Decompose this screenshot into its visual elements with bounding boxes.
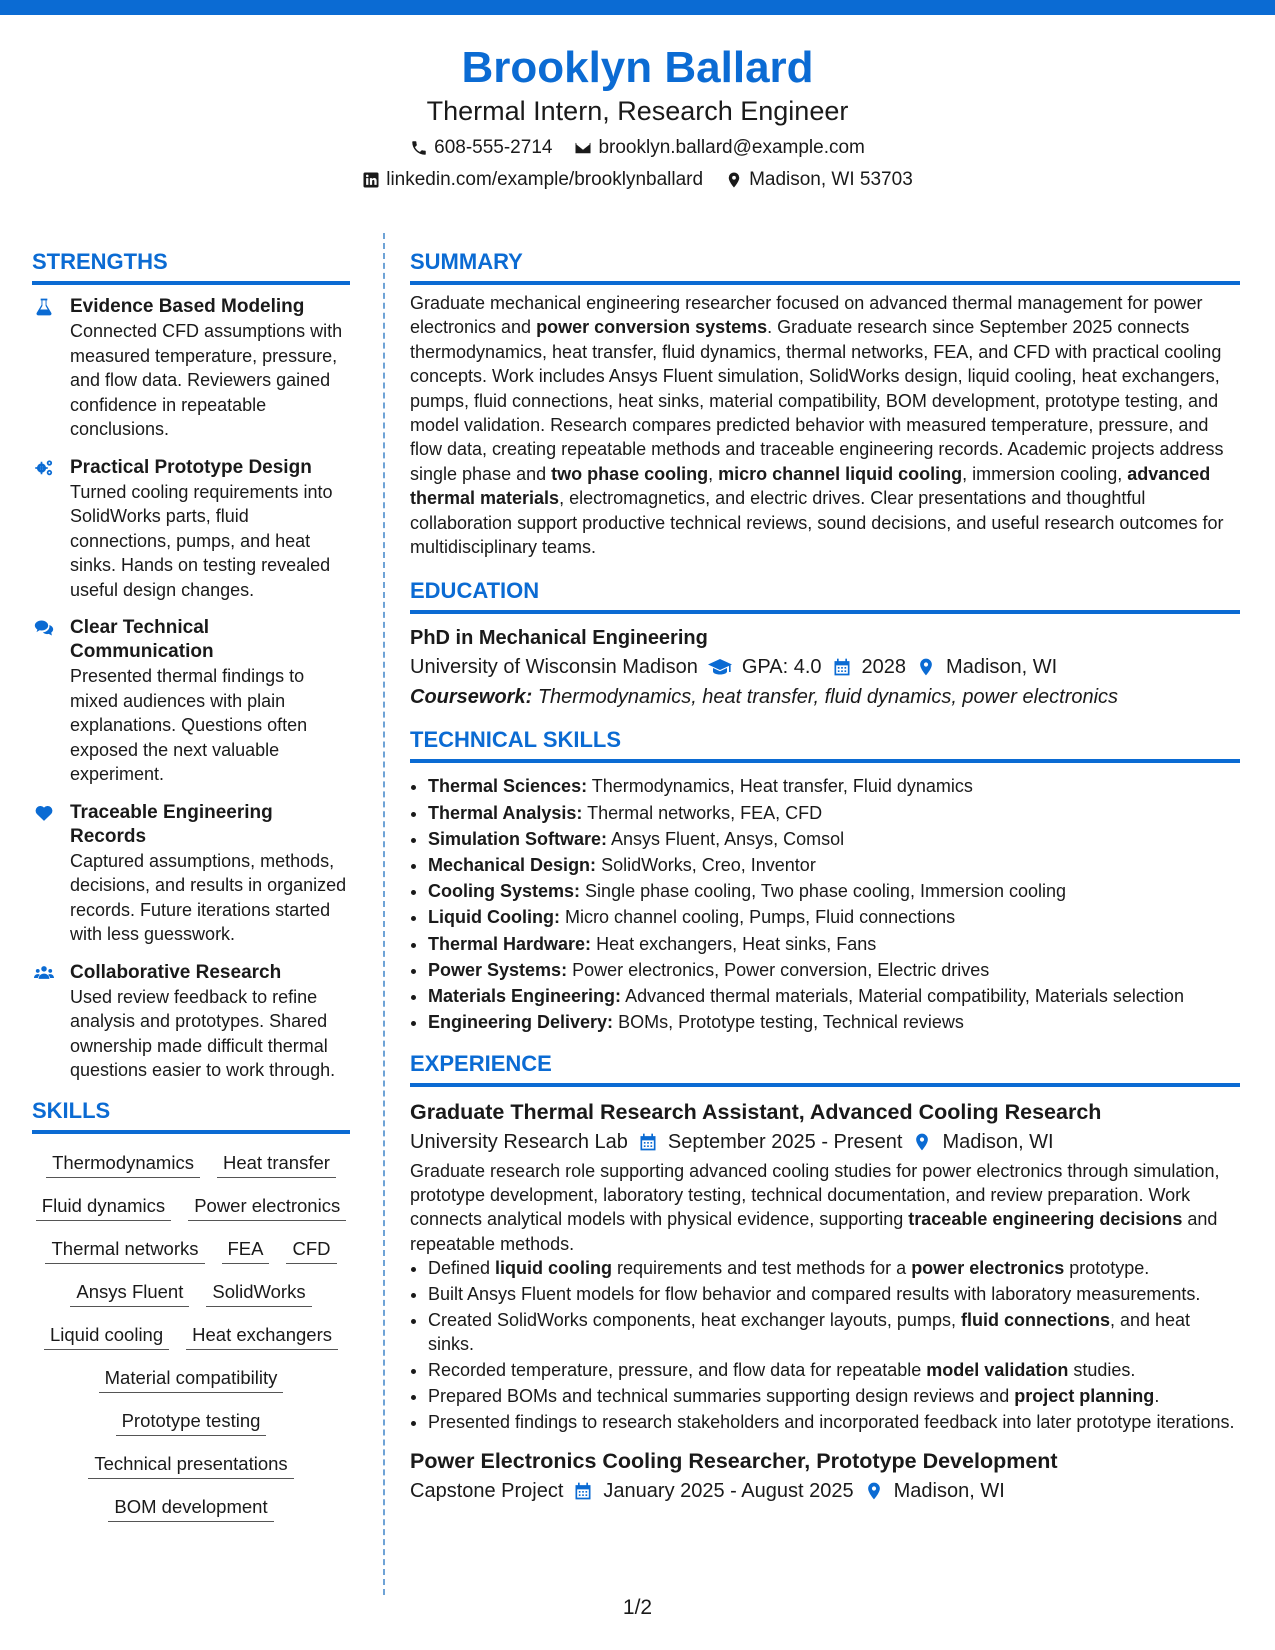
text-segment: . Graduate research since September 2025 connects thermodynamics, heat transfer, fluid dynamics, thermal networks, FEA, and CFD with practical cooling concepts. Work includes Ansys Fluent simulation, SolidWorks design, liquid cooling, heat exchangers, pumps, fluid connections, heat sinks, material compatibility, BOM development, prototype testing, and model validation. Research compares predicted behavior with measured temperature, pressure, and flow data, creating repeatable methods and traceable engineering records. Academic projects address single phase and xyxy=(410,317,1224,484)
strength-title: Practical Prototype Design xyxy=(70,456,312,478)
map-pin-icon xyxy=(912,1132,932,1152)
comments-icon xyxy=(34,618,54,638)
text-segment: Graduate research role supporting advanced cooling studies for power electronics through simulation, prototype development, laboratory testing, technical documentation, and review preparation. Work connects analytical models with physical evidence, supporting xyxy=(410,1160,1220,1230)
skill-values: SolidWorks, Creo, Inventor xyxy=(601,855,816,876)
skills-tag-list xyxy=(32,1150,350,1522)
skill-category: Mechanical Design: xyxy=(428,855,597,876)
technical-skill-item xyxy=(428,904,1240,930)
skill-values: Ansys Fluent, Ansys, Comsol xyxy=(611,828,845,849)
job-bullets xyxy=(410,1256,1240,1434)
job-info xyxy=(410,1476,1240,1506)
skill-tag: Ansys Fluent xyxy=(70,1279,189,1307)
technical-skill-item xyxy=(428,931,1240,957)
summary-heading: SUMMARY xyxy=(410,248,1240,285)
users-icon xyxy=(34,963,54,983)
strengths-heading: STRENGTHS xyxy=(32,248,350,285)
strength-description: Used review feedback to refine analysis and prototypes. Shared ownership made difficult thermal questions easier to work through. xyxy=(70,986,336,1080)
skill-category: Thermal Analysis: xyxy=(428,802,583,823)
experience-entry xyxy=(410,1097,1240,1435)
technical-skills-section xyxy=(410,726,1240,1035)
candidate-name: Brooklyn Ballard xyxy=(461,43,814,92)
summary-section xyxy=(410,248,1240,559)
skill-tag: BOM development xyxy=(108,1494,273,1522)
contact-row-1 xyxy=(0,136,1275,160)
skill-category: Power Systems: xyxy=(428,959,568,980)
bold-text: traceable engineering decisions xyxy=(908,1209,1183,1230)
bold-text: micro channel liquid cooling xyxy=(718,463,963,484)
technical-skill-item xyxy=(428,800,1240,826)
skill-tag: Fluid dynamics xyxy=(36,1193,171,1221)
flask-icon xyxy=(34,297,54,317)
skill-row xyxy=(32,1279,350,1307)
linkedin-url[interactable]: linkedin.com/example/brooklynballard xyxy=(386,169,704,190)
text-segment: studies. xyxy=(1068,1360,1136,1381)
gpa: GPA: 4.0 xyxy=(741,656,822,679)
right-column xyxy=(410,248,1240,1524)
email-address[interactable]: brooklyn.ballard@example.com xyxy=(598,137,865,158)
job-bullet xyxy=(428,1384,1240,1408)
skill-tag: Thermodynamics xyxy=(46,1150,200,1178)
technical-skill-item xyxy=(428,983,1240,1009)
job-bullet xyxy=(428,1358,1240,1382)
calendar-icon xyxy=(638,1132,658,1152)
experience-entry xyxy=(410,1446,1240,1506)
skill-category: Simulation Software: xyxy=(428,828,608,849)
envelope-icon xyxy=(574,139,592,157)
skill-values: Power electronics, Power conversion, Electric drives xyxy=(572,959,990,980)
strength-description: Captured assumptions, methods, decisions, and results in organized records. Future iterations started with less guesswork. xyxy=(70,850,347,944)
job-bullet xyxy=(428,1256,1240,1280)
skills-section xyxy=(32,1097,350,1522)
skill-tag: Power electronics xyxy=(188,1193,346,1221)
technical-skill-item xyxy=(428,1009,1240,1035)
skill-tag: Prototype testing xyxy=(116,1408,267,1436)
skill-values: BOMs, Prototype testing, Technical reviews xyxy=(618,1012,964,1033)
education-heading: EDUCATION xyxy=(410,577,1240,614)
technical-skill-item xyxy=(428,773,1240,799)
job-bullet xyxy=(428,1308,1240,1357)
skill-category: Cooling Systems: xyxy=(428,881,581,902)
skill-row xyxy=(32,1494,350,1522)
job-bullet xyxy=(428,1410,1240,1434)
bold-text: two phase cooling xyxy=(551,463,709,484)
skill-row xyxy=(32,1236,350,1264)
skill-values: Thermal networks, FEA, CFD xyxy=(587,802,823,823)
strength-title: Clear Technical Communication xyxy=(70,617,214,662)
bold-text: liquid cooling xyxy=(495,1258,613,1279)
job-organization: Capstone Project xyxy=(410,1480,564,1503)
degree-title: PhD in Mechanical Engineering xyxy=(410,627,708,650)
text-segment: , immersion cooling, xyxy=(962,463,1128,484)
strengths-section xyxy=(32,248,350,1083)
top-accent-bar xyxy=(0,0,1275,15)
column-divider xyxy=(383,233,385,1595)
gears-icon xyxy=(34,458,54,478)
page-number: 1/2 xyxy=(622,1596,653,1619)
text-segment: Defined xyxy=(428,1258,496,1279)
candidate-title: Thermal Intern, Research Engineer xyxy=(426,96,849,126)
text-segment: , electromagnetics, and electric drives. Clear presentations and thoughtful collaboration support productive technical reviews, sound decisions, and useful research outcomes for multidisciplinary teams. xyxy=(410,488,1224,558)
phone-number[interactable]: 608-555-2714 xyxy=(434,137,553,158)
technical-skill-item xyxy=(428,826,1240,852)
skill-category: Materials Engineering: xyxy=(428,986,622,1007)
skill-tag: Liquid cooling xyxy=(44,1322,169,1350)
technical-skills-list xyxy=(410,773,1240,1035)
skill-tag: Heat transfer xyxy=(217,1150,336,1178)
skill-tag: Material compatibility xyxy=(99,1365,284,1393)
coursework xyxy=(410,682,1240,712)
skill-tag: Heat exchangers xyxy=(186,1322,338,1350)
job-description xyxy=(410,1159,1240,1257)
strength-description: Presented thermal findings to mixed audiences with plain explanations. Questions often exposed the next valuable experiment. xyxy=(70,666,308,784)
calendar-icon xyxy=(573,1481,593,1501)
strength-title: Evidence Based Modeling xyxy=(70,296,305,317)
map-pin-icon xyxy=(725,171,743,189)
text-segment: Presented findings to research stakeholders and incorporated feedback into later prototype iterations. xyxy=(428,1412,1235,1433)
skill-values: Heat exchangers, Heat sinks, Fans xyxy=(596,933,877,954)
skill-tag: SolidWorks xyxy=(206,1279,311,1307)
job-location: Madison, WI xyxy=(893,1480,1005,1503)
job-location: Madison, WI xyxy=(942,1130,1054,1153)
job-title: Graduate Thermal Research Assistant, Advanced Cooling Research xyxy=(410,1099,1102,1124)
education-info xyxy=(410,652,1240,682)
map-pin-icon xyxy=(916,657,936,677)
text-segment: Built Ansys Fluent models for flow behavior and compared results with laboratory measurements. xyxy=(428,1284,1201,1305)
technical-skill-item xyxy=(428,852,1240,878)
skill-row xyxy=(32,1322,350,1350)
location-contact xyxy=(725,168,913,192)
text-segment: and repeatable methods. xyxy=(410,1209,1218,1254)
phone-contact xyxy=(410,136,552,160)
job-dates: September 2025 - Present xyxy=(667,1130,903,1153)
coursework-list: Thermodynamics, heat transfer, fluid dynamics, power electronics xyxy=(537,686,1119,709)
text-segment: Graduate mechanical engineering researcher focused on advanced thermal management for power electronics and xyxy=(410,293,1203,338)
graduation-year: 2028 xyxy=(861,656,907,679)
bold-text: power electronics xyxy=(911,1258,1065,1279)
contact-row-2 xyxy=(0,168,1275,192)
school-name: University of Wisconsin Madison xyxy=(410,656,698,679)
skill-row xyxy=(32,1150,350,1178)
skill-category: Thermal Hardware: xyxy=(428,933,592,954)
skill-row xyxy=(32,1193,350,1221)
text-segment: requirements and test methods for a xyxy=(612,1258,912,1279)
email-contact xyxy=(574,136,864,160)
strength-item xyxy=(32,801,350,947)
bold-text: fluid connections xyxy=(960,1309,1110,1330)
bold-text: model validation xyxy=(926,1360,1069,1381)
strength-title: Traceable Engineering Records xyxy=(70,801,273,847)
resume-header xyxy=(0,40,1275,192)
skill-category: Liquid Cooling: xyxy=(428,907,560,928)
skill-category: Thermal Sciences: xyxy=(428,776,588,797)
strength-item xyxy=(32,961,350,1083)
bold-text: project planning xyxy=(1014,1386,1155,1407)
text-segment: Prepared BOMs and technical summaries supporting design reviews and xyxy=(428,1386,1015,1407)
bold-text: advanced thermal materials xyxy=(410,463,1211,509)
job-info xyxy=(410,1127,1240,1157)
text-segment: prototype. xyxy=(1064,1258,1150,1279)
text-segment: Created SolidWorks components, heat exchanger layouts, pumps, xyxy=(428,1309,961,1330)
skill-values: Advanced thermal materials, Material compatibility, Materials selection xyxy=(625,986,1184,1007)
job-dates: January 2025 - August 2025 xyxy=(603,1480,854,1503)
summary-text xyxy=(410,291,1240,559)
job-bullet xyxy=(428,1282,1240,1306)
left-column xyxy=(32,248,350,1537)
graduation-cap-icon xyxy=(708,655,732,679)
strength-item xyxy=(32,295,350,442)
technical-skill-item xyxy=(428,957,1240,983)
phone-icon xyxy=(410,139,428,157)
text-segment: . xyxy=(1154,1386,1160,1407)
skill-row xyxy=(32,1365,350,1393)
location-text: Madison, WI 53703 xyxy=(749,169,913,190)
skill-tag: CFD xyxy=(286,1236,336,1264)
skill-values: Single phase cooling, Two phase cooling, Immersion cooling xyxy=(585,881,1067,902)
skill-tag: Thermal networks xyxy=(45,1236,204,1264)
map-pin-icon xyxy=(864,1481,884,1501)
skill-tag: Technical presentations xyxy=(88,1451,293,1479)
strength-description: Connected CFD assumptions with measured temperature, pressure, and flow data. Reviewers gained confidence in repeatable conclusions. xyxy=(70,321,343,439)
skills-heading: SKILLS xyxy=(32,1097,350,1134)
heart-icon xyxy=(34,803,54,823)
strength-description: Turned cooling requirements into SolidWorks parts, fluid connections, pumps, and heat sinks. Hands on testing revealed useful design changes. xyxy=(70,481,333,600)
skill-category: Engineering Delivery: xyxy=(428,1012,614,1033)
text-segment: , and heat sinks. xyxy=(428,1309,1191,1355)
technical-skills-heading: TECHNICAL SKILLS xyxy=(410,726,1240,763)
education-section xyxy=(410,577,1240,712)
skill-values: Micro channel cooling, Pumps, Fluid connections xyxy=(564,907,956,928)
text-segment: , xyxy=(708,463,719,484)
bold-text: power conversion systems xyxy=(536,317,768,338)
skill-row xyxy=(32,1451,350,1479)
strength-title: Collaborative Research xyxy=(70,961,282,983)
coursework-label: Coursework: xyxy=(410,686,533,709)
job-title: Power Electronics Cooling Researcher, Prototype Development xyxy=(410,1449,1058,1474)
linkedin-icon xyxy=(362,171,380,189)
linkedin-contact xyxy=(362,168,703,192)
strength-item xyxy=(32,616,350,787)
education-location: Madison, WI xyxy=(946,656,1058,679)
text-segment: Recorded temperature, pressure, and flow data for repeatable xyxy=(428,1360,927,1381)
experience-section xyxy=(410,1050,1240,1507)
calendar-icon xyxy=(832,657,852,677)
skill-values: Thermodynamics, Heat transfer, Fluid dynamics xyxy=(591,776,973,797)
skill-row xyxy=(32,1408,350,1436)
strength-item xyxy=(32,456,350,603)
job-organization: University Research Lab xyxy=(410,1130,628,1153)
skill-tag: FEA xyxy=(222,1236,270,1264)
technical-skill-item xyxy=(428,878,1240,904)
experience-heading: EXPERIENCE xyxy=(410,1050,1240,1087)
